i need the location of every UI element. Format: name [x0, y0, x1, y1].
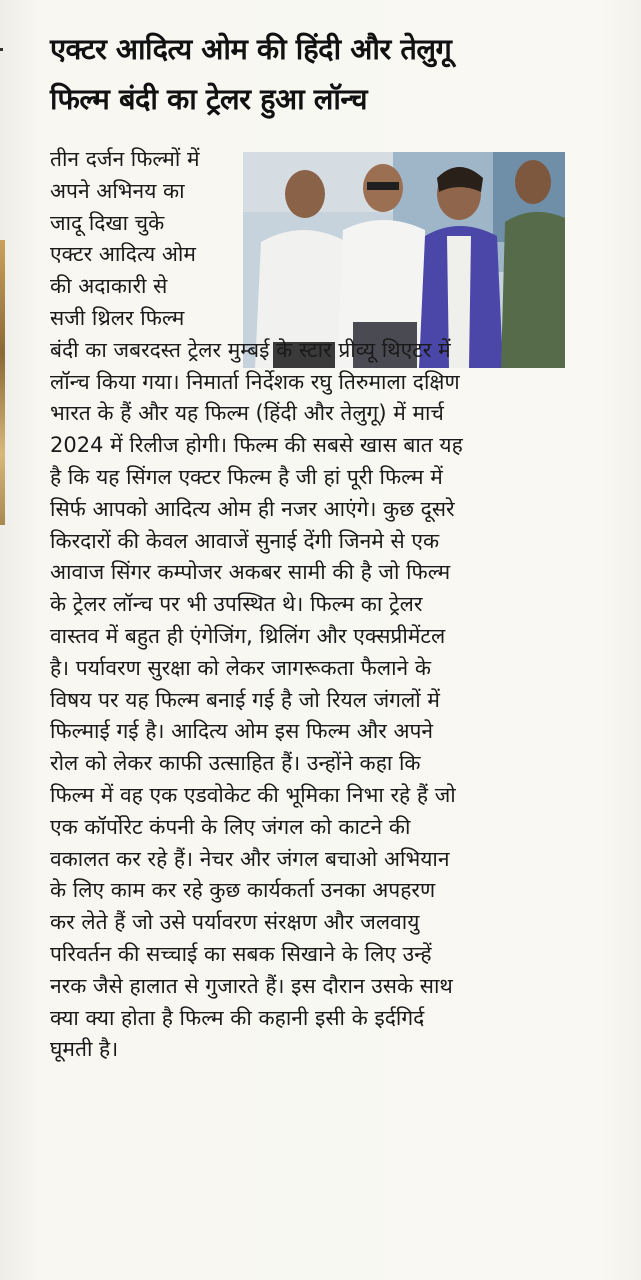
article-headline	[50, 24, 610, 124]
body-line: घूमती है।	[50, 1037, 119, 1062]
article-body	[50, 144, 570, 1066]
body-line: जादू दिखा चुके	[50, 210, 165, 235]
body-line: अपने अभिनय का	[50, 178, 185, 203]
body-line: फिल्म में वह एक एडवोकेट की भूमिका निभा रहे हैं जो	[50, 782, 456, 807]
body-line: की अदाकारी से	[50, 274, 168, 299]
headline-line-1: एक्टर आदित्य ओम की हिंदी और तेलुगू	[50, 32, 452, 66]
body-line: तीन दर्जन फिल्मों में	[50, 147, 200, 171]
body-line: है कि यह सिंगल एक्टर फिल्म है जी हां पूरी फिल्म में	[50, 464, 443, 489]
body-line: बंदी का जबरदस्त ट्रेलर मुम्बई के स्टार प्रीव्यू थिएटर में	[50, 337, 451, 362]
body-line: परिवर्तन की सच्चाई का सबक सिखाने के लिए उन्हें	[50, 941, 432, 966]
body-line: कर लेते हैं जो उसे पर्यावरण संरक्षण और जलवायु	[50, 910, 420, 935]
body-line: सिर्फ आपको आदित्य ओम ही नजर आएंगे। कुछ दूसरे	[50, 496, 455, 521]
body-line: क्या क्या होता है फिल्म की कहानी इसी के इर्दगिर्द	[50, 1005, 425, 1030]
body-line: भारत के हैं और यह फिल्म (हिंदी और तेलुगू) में मार्च	[50, 401, 444, 426]
body-line: रोल को लेकर काफी उत्साहित हैं। उन्होंने कहा कि	[50, 751, 421, 776]
body-line: विषय पर यह फिल्म बनाई गई है जो रियल जंगलों में	[50, 687, 440, 712]
body-line: 2024 में रिलीज होगी। फिल्म की सबसे खास बात यह	[50, 433, 463, 458]
body-line: के ट्रेलर लॉन्च पर भी उपस्थित थे। फिल्म का ट्रेलर	[50, 592, 423, 617]
body-line: सजी थ्रिलर फिल्म	[50, 305, 185, 330]
body-line: के लिए काम कर रहे कुछ कार्यकर्ता उनका अपहरण	[50, 878, 436, 903]
body-line: एक्टर आदित्य ओम	[50, 242, 196, 267]
adjacent-column-image-edge	[0, 240, 5, 525]
body-line: फिल्माई गई है। आदित्य ओम इस फिल्म और अपने	[50, 719, 434, 744]
margin-mark	[0, 48, 3, 51]
body-line: नरक जैसे हालात से गुजारते हैं। इस दौरान उसके साथ	[50, 973, 453, 998]
body-line: एक कॉर्पोरेट कंपनी के लिए जंगल को काटने की	[50, 814, 411, 839]
body-line: है। पर्यावरण सुरक्षा को लेकर जागरूकता फैलाने के	[50, 655, 431, 680]
body-line: आवाज सिंगर कम्पोजर अकबर सामी की है जो फिल्म	[50, 560, 451, 585]
body-line: वकालत कर रहे हैं। नेचर और जंगल बचाओ अभियान	[50, 846, 450, 871]
headline-line-2: फिल्म बंदी का ट्रेलर हुआ लॉन्च	[50, 82, 368, 116]
body-line: किरदारों की केवल आवाजें सुनाई देंगी जिनमे से एक	[50, 528, 440, 553]
body-line: लॉन्च किया गया। निमार्ता निर्देशक रघु तिरुमाला दक्षिण	[50, 369, 460, 394]
body-line: वास्तव में बहुत ही एंगेजिंग, थ्रिलिंग और एक्सप्रीमेंटल	[50, 623, 446, 648]
